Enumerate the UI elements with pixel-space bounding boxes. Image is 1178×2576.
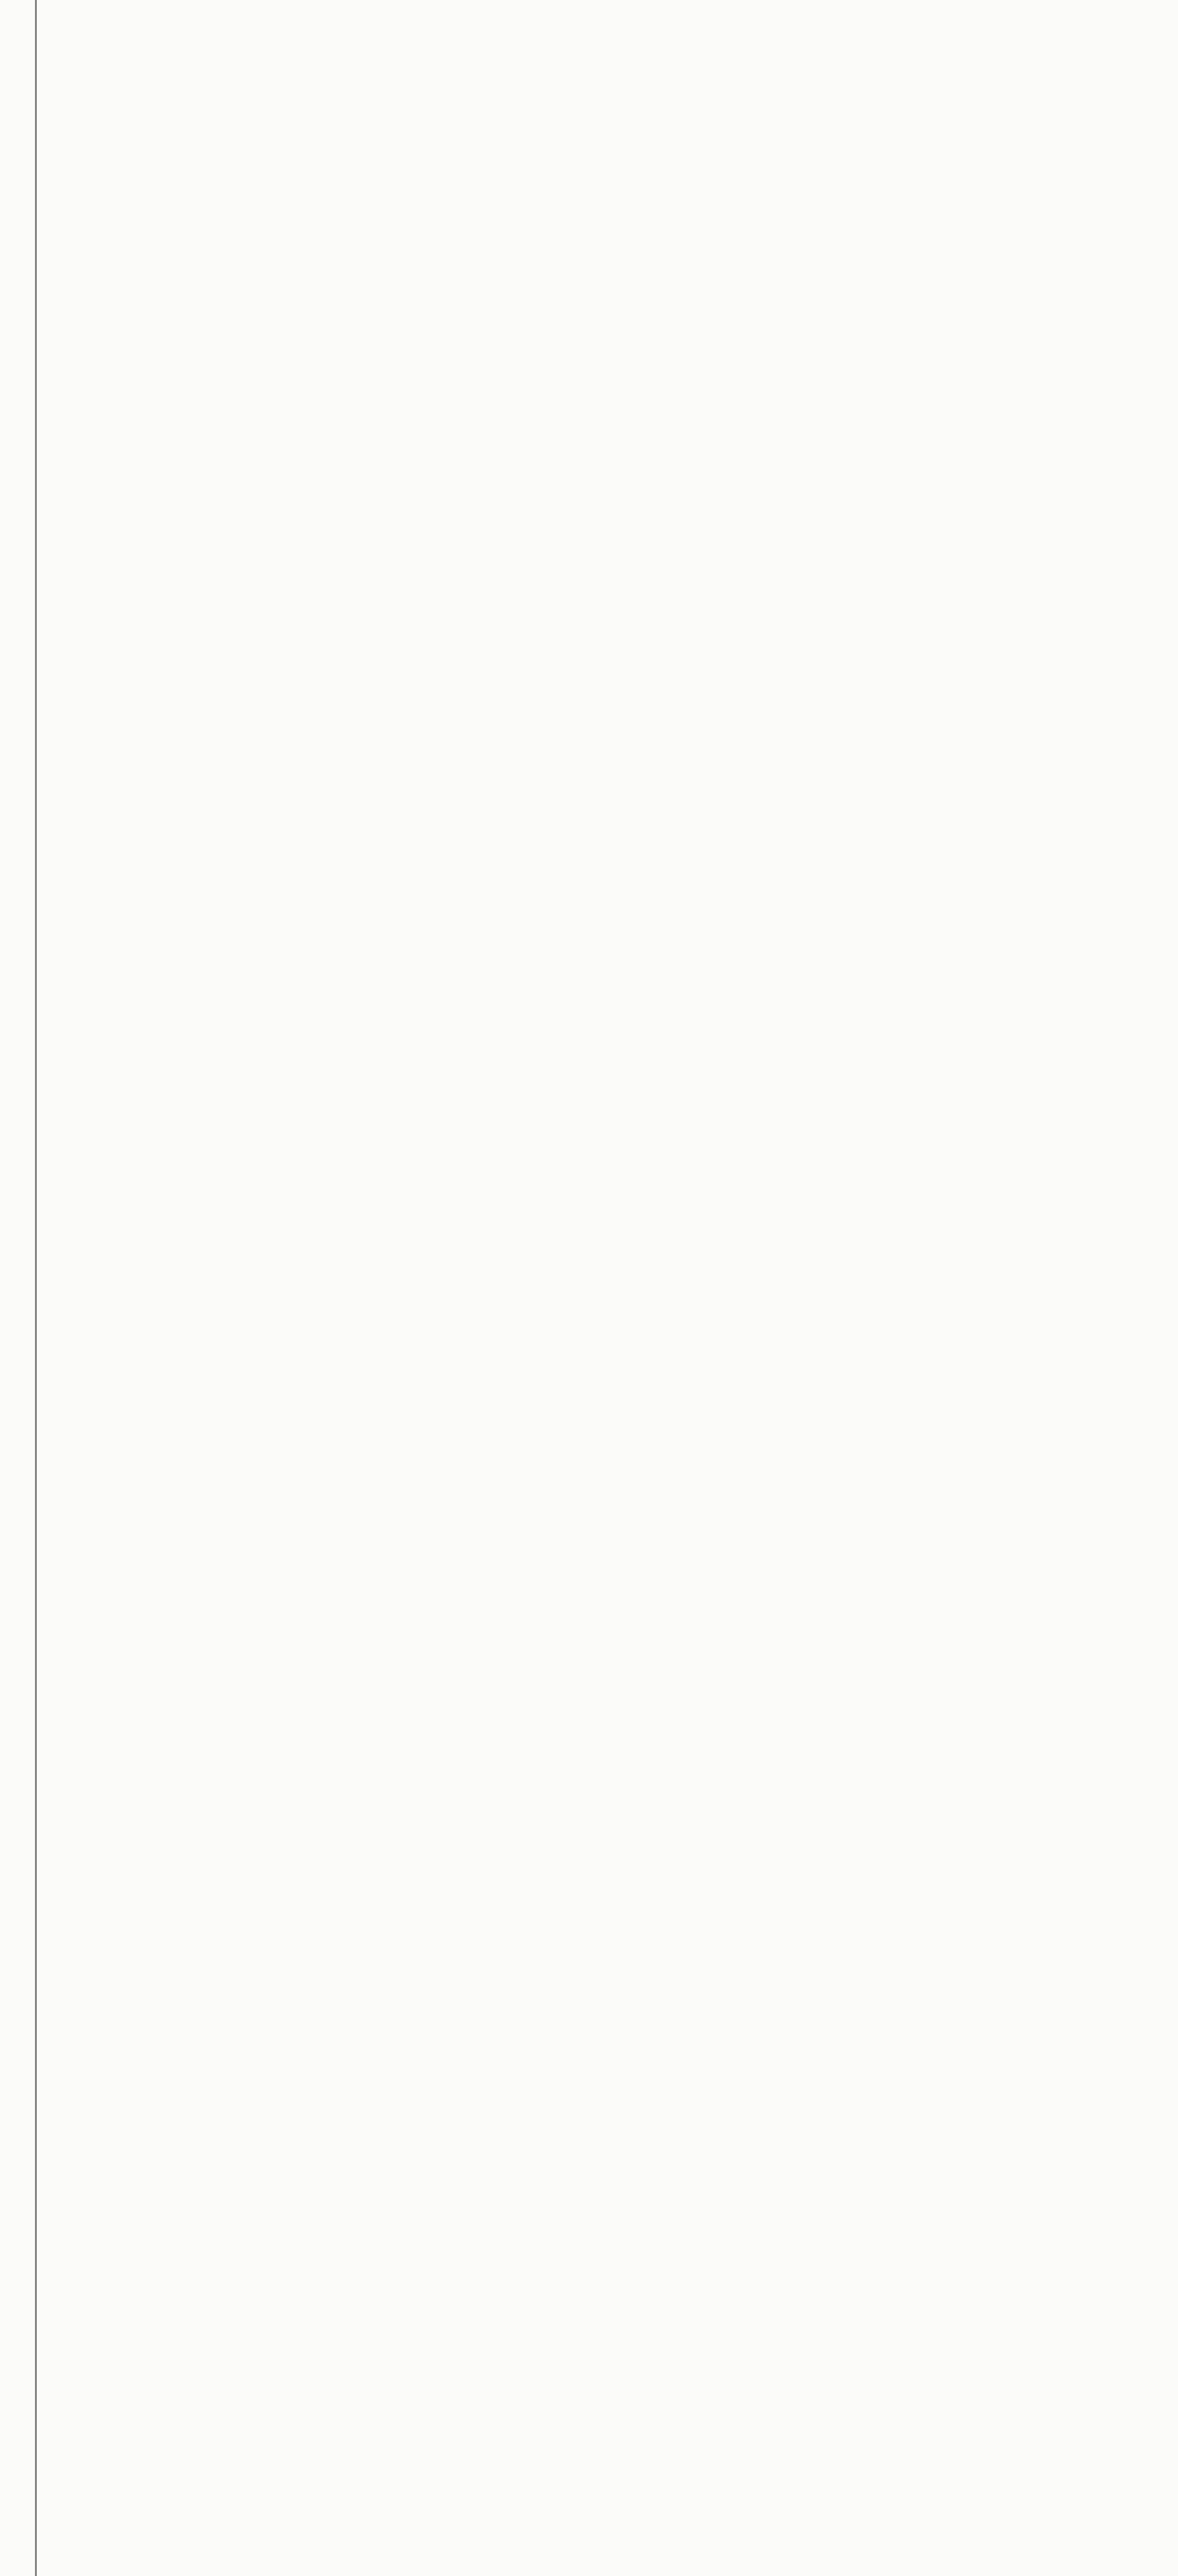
page [35, 0, 1142, 2576]
answer-content [76, 95, 1134, 103]
